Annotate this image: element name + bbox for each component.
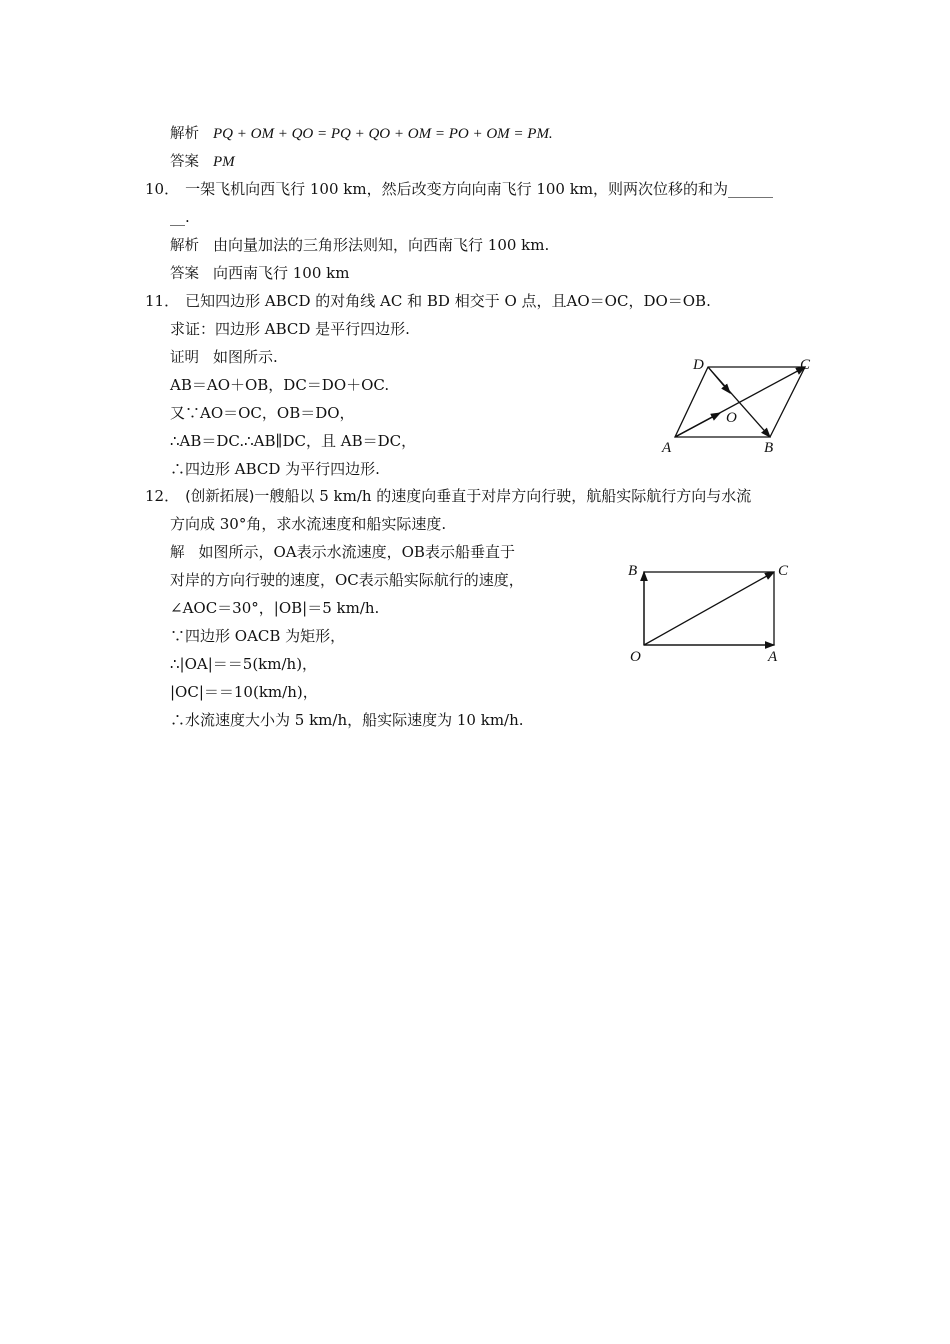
- q12-number: 12．: [145, 487, 180, 505]
- q12-solution-label: 解: [170, 545, 185, 561]
- arrow-do: [708, 367, 730, 393]
- q12-solution-line: [170, 542, 515, 563]
- q10-analysis-text: 由向量加法的三角形法则知，向西南飞行 100 km.: [213, 236, 550, 254]
- q12-solution-text: 如图所示，OA表示水流速度，OB表示船垂直于: [198, 543, 515, 561]
- q12-tag: (创新拓展): [185, 489, 255, 505]
- q10-question-line1: [145, 179, 773, 199]
- q12-solution-line: ∵四边形 OACB 为矩形，: [170, 627, 346, 645]
- analysis-line: [170, 123, 553, 144]
- label-o: O: [726, 410, 737, 426]
- q10-analysis-line: [170, 235, 549, 256]
- q11-proof-label: 证明: [170, 350, 199, 366]
- vector-oc: [644, 572, 774, 645]
- answer-line: [170, 151, 235, 172]
- q10-answer-label: 答案: [170, 266, 199, 282]
- parallelogram-figure: [650, 352, 825, 462]
- q12-solution-line: ∴水流速度大小为 5 km/h，船实际速度为 10 km/h.: [170, 711, 524, 729]
- q11-proof-line: AB＝AO＋OB，DC＝DO＋OC.: [170, 376, 390, 394]
- answer-label: 答案: [170, 154, 199, 170]
- q11-proof-intro-line: [170, 347, 278, 368]
- q10-answer-text: 向西南飞行 100 km: [213, 264, 350, 282]
- q10-question-line2: __.: [170, 208, 190, 226]
- label-a: A: [768, 649, 778, 665]
- arrow-ao: [675, 413, 720, 437]
- q11-proof-line: 又∵AO＝OC，OB＝DO，: [170, 404, 355, 422]
- q11-question-text1: 已知四边形 ABCD 的对角线 AC 和 BD 相交于 O 点，且AO＝OC，DO＝OB.: [185, 292, 711, 310]
- rectangle-figure: [620, 556, 800, 666]
- analysis-label: 解析: [170, 126, 199, 142]
- answer-text: PM: [213, 154, 235, 170]
- label-c: C: [778, 563, 789, 579]
- q12-solution-line: ∠AOC＝30°，|OB|＝5 km/h.: [170, 599, 380, 617]
- q12-question-text1: 一艘船以 5 km/h 的速度向垂直于对岸方向行驶，航船实际航行方向与水流: [254, 487, 752, 505]
- q10-analysis-label: 解析: [170, 238, 199, 254]
- q11-proof-line: ∴AB＝DC.∴AB∥DC，且 AB＝DC，: [170, 432, 417, 450]
- label-b: B: [628, 563, 638, 579]
- q12-solution-line: |OC|＝＝10(km/h)，: [170, 683, 318, 701]
- label-a: A: [662, 440, 672, 456]
- q12-question-line2: 方向成 30°角，求水流速度和船实际速度.: [170, 515, 447, 533]
- q11-number: 11．: [145, 292, 180, 310]
- q10-answer-line: [170, 263, 349, 284]
- q10-number: 10．: [145, 180, 180, 198]
- q12-solution-line: ∴|OA|＝＝5(km/h)，: [170, 655, 318, 673]
- q11-question-line2: 求证：四边形 ABCD 是平行四边形.: [170, 320, 410, 338]
- label-b: B: [764, 440, 774, 456]
- q12-question-line1: [145, 486, 751, 507]
- q12-solution-line: 对岸的方向行驶的速度，OC表示船实际航行的速度，: [170, 571, 524, 589]
- q11-proof-line: ∴四边形 ABCD 为平行四边形.: [170, 460, 380, 478]
- q11-proof-intro: 如图所示.: [213, 348, 278, 366]
- q10-question-text1: 一架飞机向西飞行 100 km，然后改变方向向南飞行 100 km，则两次位移的和为______: [185, 180, 774, 198]
- label-o: O: [630, 649, 641, 665]
- label-d: D: [693, 357, 704, 373]
- label-c: C: [800, 357, 811, 373]
- analysis-text: PQ + OM + QO = PQ + QO + OM = PO + OM = PM.: [213, 126, 553, 142]
- q11-question-line1: [145, 291, 711, 311]
